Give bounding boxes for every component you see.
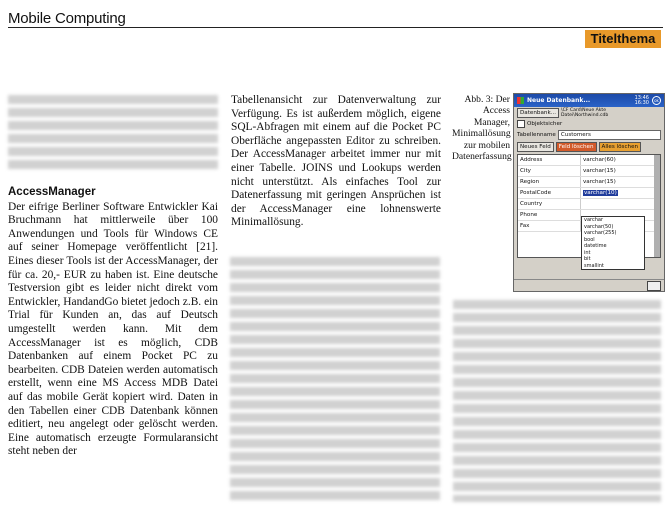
article-paragraph: Tabellenansicht zur Datenverwaltung zur Verfügung. Es ist außerdem möglich, eigene SQL-Abfragen mit einem auf die Pocket PC Oberfläche angepassten Editor zu schreiben. Der AccessManager arbeitet immer nur mit einer Tabelle. JOINS und Lookups werden nicht unterstützt. Als einfaches Tool zur Datenerfassung mit geringen Ansprüchen ist der AccessManager eine lohnenswerte Minimallösung. [231,94,441,229]
blurred-text-block [230,257,440,502]
grid-row: Country [518,199,660,210]
device-title-bar [514,94,664,107]
section-badge: Titelthema [585,30,661,48]
grid-row: City varchar(15) [518,166,660,177]
dropdown-option: int [584,249,591,256]
new-field-button: Neues Feld [517,142,554,152]
button-row [514,141,664,153]
dropdown-option: varchar(50) [584,223,614,230]
objects-label: Objektsicher [527,121,563,127]
device-window-title: Neue Datenbank... [527,97,591,104]
device-clock: 13:46 16:30 [634,94,649,106]
windows-flag-icon [517,97,524,104]
dropdown-option: varchar(255) [584,230,617,236]
type-dropdown-list [581,216,645,270]
pocket-pc-screenshot [513,93,665,292]
device-command-bar [514,279,664,291]
keyboard-icon [647,281,661,291]
grid-row: Region varchar(15) [518,177,660,188]
blurred-text-block [453,300,661,502]
article-heading: AccessManager [8,186,96,198]
dropdown-option: smallint [584,262,604,269]
delete-all-button: Alles löschen [599,142,642,152]
section-title: Mobile Computing [8,10,126,27]
article-column-2 [231,94,441,230]
article-column-1 [8,186,218,459]
dropdown-option: bit [584,256,591,262]
dropdown-option: datetime [584,243,607,249]
grid-row: Address varchar(60) [518,155,660,166]
objects-checkbox [517,120,525,128]
grid-row: Phone [518,210,660,221]
table-label: Tabellenname [517,132,556,138]
database-button: Datenbank... [517,108,559,118]
ok-icon: ok [652,96,661,105]
grid-row: Fax [518,221,660,232]
db-path: \CF Card\Neue Akte Datei\Northwind.cdb [561,108,609,118]
header-rule [8,27,663,28]
dropdown-option: bool [584,236,595,243]
delete-field-button: Feld löschen [556,142,597,152]
objects-row [514,119,664,129]
grid-row-selected: PostalCode varchar(10) [518,188,660,199]
article-paragraph: Der eifrige Berliner Software Entwickler Kai Bruchmann hat mittlerweile über 100 Anwendungen und Tools für Windows CE auf seiner Homepage veröffentlicht [21]. Eines dieser Tools ist der AccessManager, der für ca. 20,- EUR zu haben ist. Eine deutsche Testversion gibt es leider nicht direkt vom Entwickler, HandandGo bietet jedoch z.B. ein Trial für Kunden an, das auf Deutsch umgestellt werden kann. Mit dem AccessManager ist es möglich, CDB Datenbanken auf einem Pocket PC zu bearbeiten. CDB Dateien werden automatisch erstellt, wenn eine MS Access MDB Datei auf das mobile Gerät kopiert wird. Daten in den Tabellen einer CDB Datenbank können editiert, neu angelegt oder gelöscht werden. Eine automatisch erzeugte Formularansicht steht neben der [8,200,218,458]
grid-scrollbar [654,155,660,257]
db-row [514,107,664,119]
dropdown-option: varchar [584,217,604,223]
table-name-field: Customers [558,130,661,140]
blurred-text-block [8,95,218,173]
figure-caption: Abb. 3: Der Access Manager, Minimallösung zur mobilen Datenerfassung [452,94,512,163]
field-grid [517,154,661,269]
table-row [514,129,664,141]
